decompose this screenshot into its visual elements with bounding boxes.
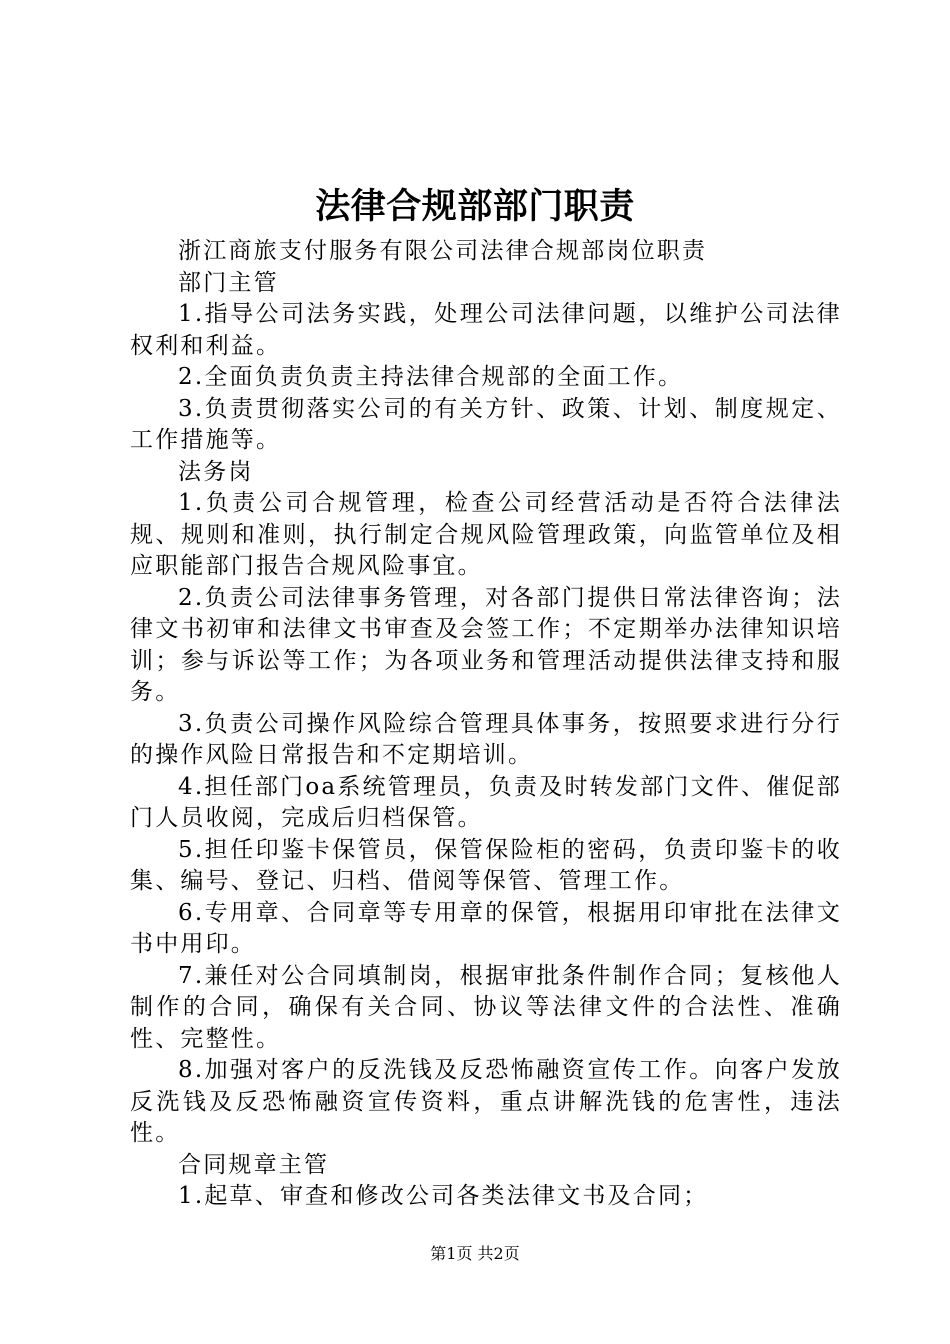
paragraph: 5.担任印鉴卡保管员，保管保险柜的密码，负责印鉴卡的收集、编号、登记、归档、借阅等保管、管理工作。 [130, 836, 842, 894]
section-heading-contract-rules: 合同规章主管 [178, 1151, 330, 1178]
paragraph: 2.全面负责负责主持法律合规部的全面工作。 [178, 364, 684, 390]
page-footer: 第1页 共2页 [430, 1244, 520, 1263]
paragraph: 3.负责贯彻落实公司的有关方针、政策、计划、制度规定、工作措施等。 [130, 395, 842, 453]
paragraph: 4.担任部门oa系统管理员，负责及时转发部门文件、催促部门人员收阅，完成后归档保管。 [130, 773, 842, 831]
paragraph: 1.负责公司合规管理，检查公司经营活动是否符合法律法规、规则和准则，执行制定合规风险管理政策，向监管单位及相应职能部门报告合规风险事宜。 [130, 490, 842, 579]
paragraph: 1.起草、审查和修改公司各类法律文书及合同； [178, 1183, 709, 1209]
paragraph: 6.专用章、合同章等专用章的保管，根据用印审批在法律文书中用印。 [130, 899, 842, 957]
paragraph: 8.加强对客户的反洗钱及反恐怖融资宣传工作。向客户发放反洗钱及反恐怖融资宣传资料，重点讲解洗钱的危害性，违法性。 [130, 1057, 842, 1146]
paragraph: 3.负责公司操作风险综合管理具体事务，按照要求进行分行的操作风险日常报告和不定期培训。 [130, 710, 842, 768]
paragraph: 1.指导公司法务实践，处理公司法律问题，以维护公司法律权利和利益。 [130, 301, 842, 359]
paragraph-company-heading: 浙江商旅支付服务有限公司法律合规部岗位职责 [178, 238, 708, 264]
section-heading-department-head: 部门主管 [178, 269, 279, 296]
document-body [130, 236, 842, 1213]
section-heading-legal-affairs: 法务岗 [178, 458, 254, 485]
document-title: 法律合规部部门职责 [315, 186, 635, 227]
paragraph: 2.负责公司法律事务管理，对各部门提供日常法律咨询；法律文书初审和法律文书审查及会签工作；不定期举办法律知识培训；参与诉讼等工作；为各项业务和管理活动提供法律支持和服务。 [130, 584, 842, 705]
paragraph: 7.兼任对公合同填制岗，根据审批条件制作合同；复核他人制作的合同，确保有关合同、协议等法律文件的合法性、准确性、完整性。 [130, 962, 842, 1052]
